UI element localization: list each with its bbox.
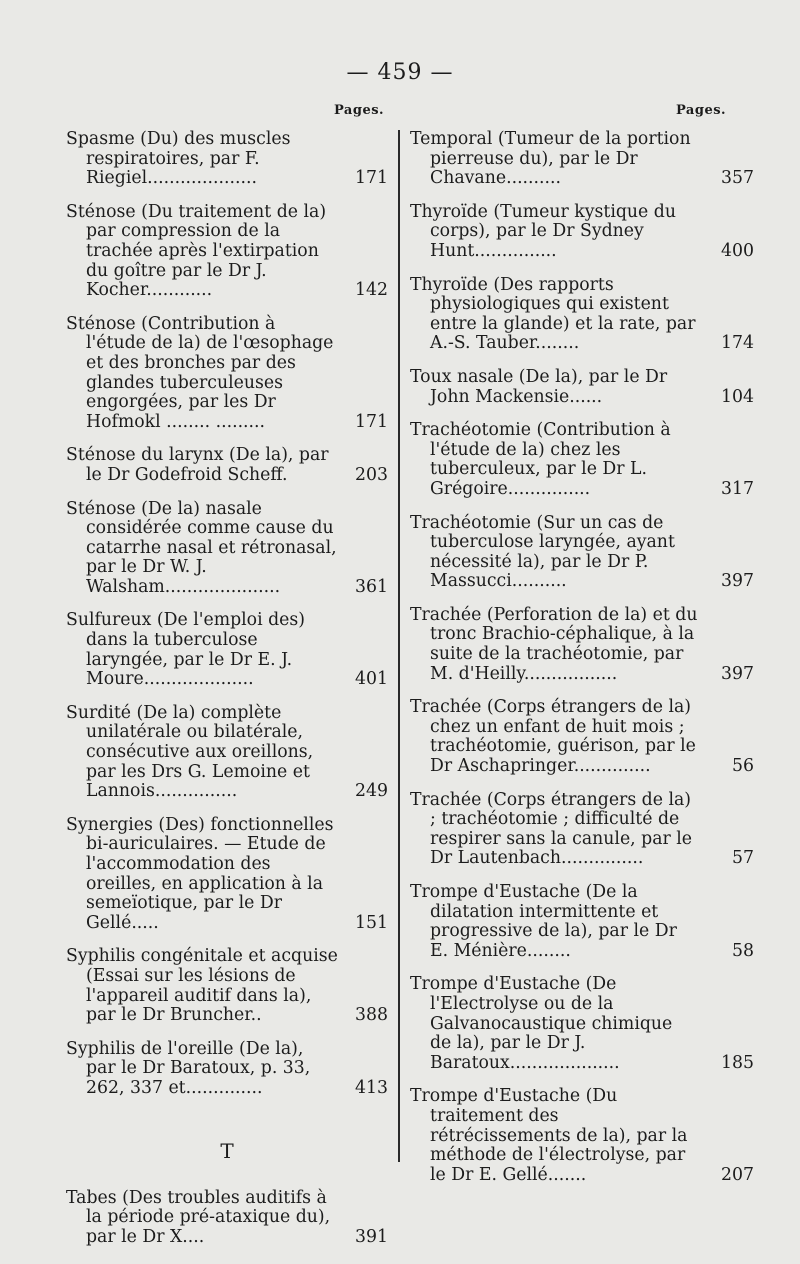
index-entry <box>410 882 754 961</box>
column-divider <box>398 130 400 1162</box>
entry-text: Trompe d'Eustache (Du traitement des rétrécissements de la), par la méthode de l'électrolyse, par le Dr E. Gellé....... <box>410 1086 688 1185</box>
entry-text: Trachéotomie (Contribution à l'étude de la) chez les tuberculeux, par le Dr L. Grégoire............... <box>410 420 671 499</box>
entry-text: Sténose (Du traitement de la) par compression de la trachée après l'extirpation du goître par le Dr J. Kocher............ <box>66 201 327 301</box>
index-entry <box>66 130 388 189</box>
entry-page-number: 401 <box>355 669 388 690</box>
index-entry <box>410 1086 754 1185</box>
index-entry <box>410 604 754 684</box>
entry-page-number: 397 <box>721 663 754 684</box>
right-column-header: Pages. <box>676 103 727 118</box>
index-entry <box>66 446 388 485</box>
index-entry <box>410 366 754 407</box>
index-entry <box>410 201 754 262</box>
entry-text: Trachée (Corps étrangers de la) ; trachéotomie ; difficulté de respirer sans la canule, par le Dr Lautenbach............... <box>410 789 693 869</box>
entry-text: Thyroïde (Tumeur kystique du corps), par le Dr Sydney Hunt............... <box>410 201 676 261</box>
entry-page-number: 185 <box>721 1052 754 1073</box>
index-entry <box>410 512 754 592</box>
index-entry <box>66 500 388 598</box>
index-entry <box>410 974 754 1073</box>
index-entry <box>66 611 388 689</box>
entry-page-number: 171 <box>355 411 388 432</box>
entry-text: Trachéotomie (Sur un cas de tuberculose laryngée, ayant nécessité la), par le Dr P. Massucci.......... <box>410 512 675 592</box>
entry-page-number: 249 <box>355 781 388 802</box>
entry-text: Tabes (Des troubles auditifs à la période pré-ataxique du), par le Dr X.... <box>66 1187 331 1247</box>
index-entry <box>410 789 754 869</box>
entry-text: Trachée (Perforation de la) et du tronc Brachio-céphalique, à la suite de la trachéotomie, par M. d'Heilly................. <box>410 604 698 684</box>
right-column <box>410 129 754 1199</box>
index-entry <box>66 315 388 433</box>
entry-text: Temporal (Tumeur de la portion pierreuse du), par le Dr Chavane.......... <box>410 129 691 189</box>
entry-page-number: 151 <box>355 912 388 933</box>
entry-text: Sulfureux (De l'emploi des) dans la tuberculose laryngée, par le Dr E. J. Moure.................... <box>66 610 306 690</box>
index-entry <box>410 420 754 499</box>
index-entry <box>410 697 754 777</box>
entry-page-number: 361 <box>355 576 388 597</box>
index-entry <box>66 816 388 934</box>
entry-page-number: 397 <box>721 571 754 592</box>
entry-page-number: 142 <box>355 280 388 301</box>
entry-text: Trachée (Corps étrangers de la) chez un enfant de huit mois ; trachéotomie, guérison, par le Dr Aschapringer.............. <box>410 697 696 777</box>
entry-text: Sténose (Contribution à l'étude de la) de l'œsophage et des bronches par des glandes tuberculeuses engorgées, par les Dr Hofmokl ........ ......... <box>66 313 334 432</box>
entry-page-number: 203 <box>355 464 388 485</box>
page-number: — 459 — <box>346 60 454 85</box>
entry-text: Sténose (De la) nasale considérée comme cause du catarrhe nasal et rétronasal, par le Dr W. J. Walsham..................... <box>66 498 337 597</box>
entry-text: Syphilis congénitale et acquise (Essai sur les lésions de l'appareil auditif dans la), par le Dr Bruncher.. <box>66 946 338 1026</box>
entry-text: Trompe d'Eustache (De la dilatation intermittente et progressive de la), par le Dr E. Ménière........ <box>410 882 677 961</box>
entry-page-number: 56 <box>732 756 754 777</box>
entry-text: Sténose du larynx (De la), par le Dr Godefroid Scheff. <box>66 445 329 485</box>
entry-page-number: 317 <box>721 478 754 499</box>
left-column <box>66 130 388 1261</box>
index-entry <box>66 1040 388 1099</box>
entry-page-number: 57 <box>732 848 754 869</box>
entry-text: Toux nasale (De la), par le Dr John Mackensie...... <box>410 366 668 407</box>
entry-page-number: 207 <box>721 1164 754 1185</box>
index-entry <box>66 1189 388 1248</box>
entry-page-number: 104 <box>721 386 754 407</box>
entry-page-number: 388 <box>355 1005 388 1026</box>
letter-heading: T <box>220 1138 234 1163</box>
entry-page-number: 357 <box>721 168 754 189</box>
entry-text: Synergies (Des) fonctionnelles bi-auriculaires. — Etude de l'accommodation des oreilles, en application à la semeïotique, par le Dr Gellé..... <box>66 814 334 933</box>
entry-text: Surdité (De la) complète unilatérale ou bilatérale, consécutive aux oreillons, par les Drs G. Lemoine et Lannois............... <box>66 702 314 802</box>
entry-text: Syphilis de l'oreille (De la), par le Dr Baratoux, p. 33, 262, 337 et.............. <box>66 1038 311 1098</box>
entry-text: Thyroïde (Des rapports physiologiques qui existent entre la glande) et la rate, par A.-S. Tauber........ <box>410 274 696 354</box>
index-entry <box>66 704 388 802</box>
entry-text: Spasme (Du) des muscles respiratoires, par F. Riegiel.................... <box>66 129 291 189</box>
index-entry <box>410 129 754 189</box>
entry-page-number: 174 <box>721 333 754 354</box>
entry-page-number: 413 <box>355 1077 388 1098</box>
index-entry <box>66 203 388 301</box>
entry-text: Trompe d'Eustache (De l'Electrolyse ou de la Galvanocaustique chimique de la), par le Dr J. Baratoux.................... <box>410 974 673 1073</box>
entry-page-number: 58 <box>732 940 754 961</box>
entry-page-number: 171 <box>355 168 388 189</box>
index-entry <box>66 947 388 1025</box>
index-entry <box>410 274 754 354</box>
entry-page-number: 400 <box>721 240 754 261</box>
entry-page-number: 391 <box>355 1226 388 1247</box>
left-column-header: Pages. <box>334 103 385 118</box>
